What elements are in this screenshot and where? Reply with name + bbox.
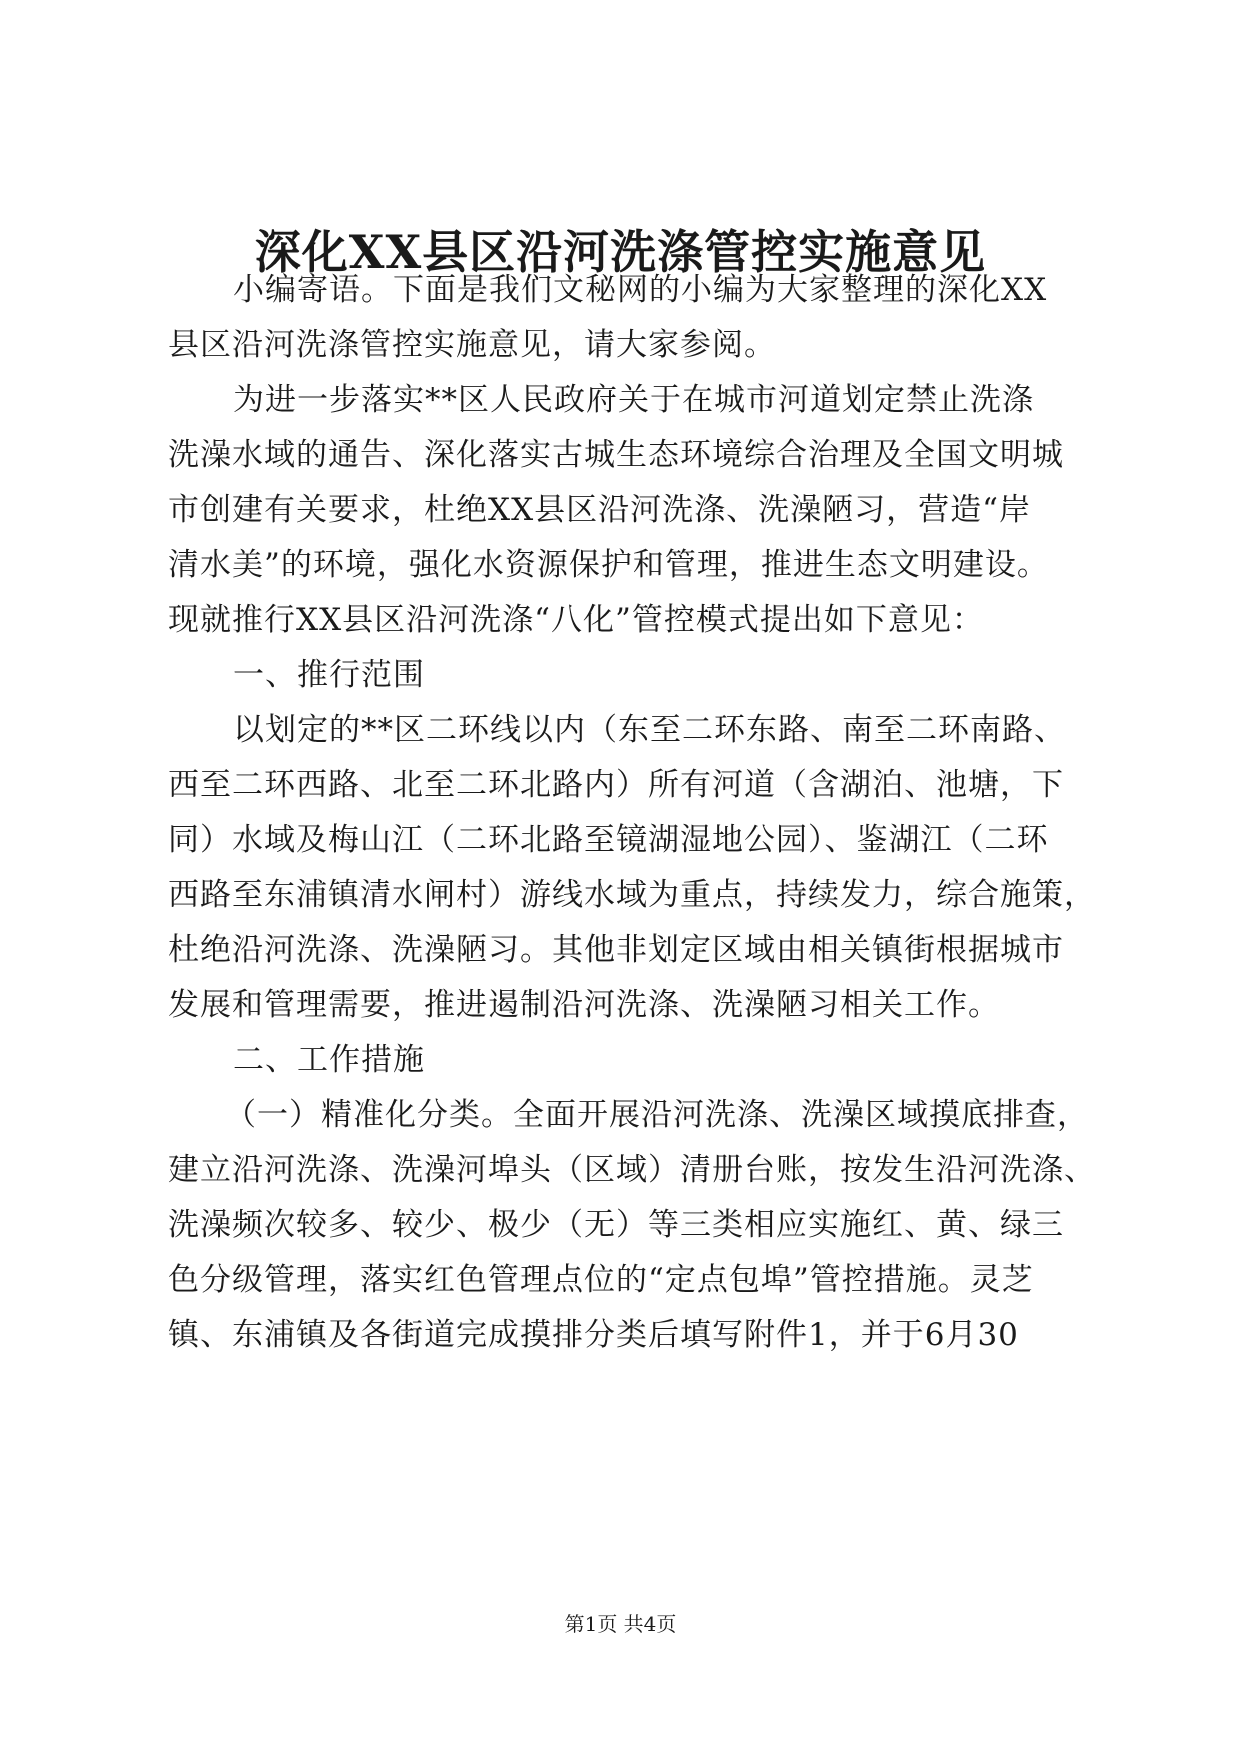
paragraph-line: 建立沿河洗涤、洗澡河埠头（区域）清册台账，按发生沿河洗涤、	[168, 1152, 1096, 1188]
paragraph-line: 杜绝沿河洗涤、洗澡陋习。其他非划定区域由相关镇街根据城市	[168, 932, 1064, 968]
paragraph-line: 洗澡频次较多、较少、极少（无）等三类相应实施红、黄、绿三	[168, 1207, 1064, 1243]
paragraph-line: 洗澡水域的通告、深化落实古城生态环境综合治理及全国文明城	[168, 437, 1064, 473]
paragraph-line: 市创建有关要求，杜绝XX县区沿河洗涤、洗澡陋习，营造“岸	[168, 492, 1031, 528]
paragraph-line: 镇、东浦镇及各街道完成摸排分类后填写附件1，并于6月30	[168, 1317, 1019, 1353]
section-heading: 二、工作措施	[233, 1042, 425, 1078]
section-heading: 一、推行范围	[233, 657, 425, 693]
paragraph-line: 西至二环西路、北至二环北路内）所有河道（含湖泊、池塘，下	[168, 767, 1064, 803]
paragraph-line: 以划定的**区二环线以内（东至二环东路、南至二环南路、	[233, 712, 1066, 748]
paragraph-line: 小编寄语。下面是我们文秘网的小编为大家整理的深化XX	[233, 272, 1048, 308]
paragraph-line: 发展和管理需要，推进遏制沿河洗涤、洗澡陋习相关工作。	[168, 987, 1000, 1023]
paragraph-line: 清水美”的环境，强化水资源保护和管理，推进生态文明建设。	[168, 547, 1049, 583]
paragraph-line: 同）水域及梅山江（二环北路至镜湖湿地公园）、鉴湖江（二环	[168, 822, 1049, 858]
paragraph-line: 色分级管理，落实红色管理点位的“定点包埠”管控措施。灵芝	[168, 1262, 1034, 1298]
paragraph-line: 县区沿河洗涤管控实施意见，请大家参阅。	[168, 327, 776, 363]
paragraph-line: 现就推行XX县区沿河洗涤“八化”管控模式提出如下意见：	[168, 602, 984, 638]
page-number: 第1页 共4页	[564, 1612, 677, 1636]
paragraph-line: 西路至东浦镇清水闸村）游线水域为重点，持续发力，综合施策，	[168, 877, 1096, 913]
paragraph-line: 为进一步落实**区人民政府关于在城市河道划定禁止洗涤	[233, 382, 1034, 418]
page-title: 深化XX县区沿河洗涤管控实施意见	[254, 225, 987, 279]
paragraph-line: （一）精准化分类。全面开展沿河洗涤、洗澡区域摸底排查，	[225, 1097, 1089, 1133]
